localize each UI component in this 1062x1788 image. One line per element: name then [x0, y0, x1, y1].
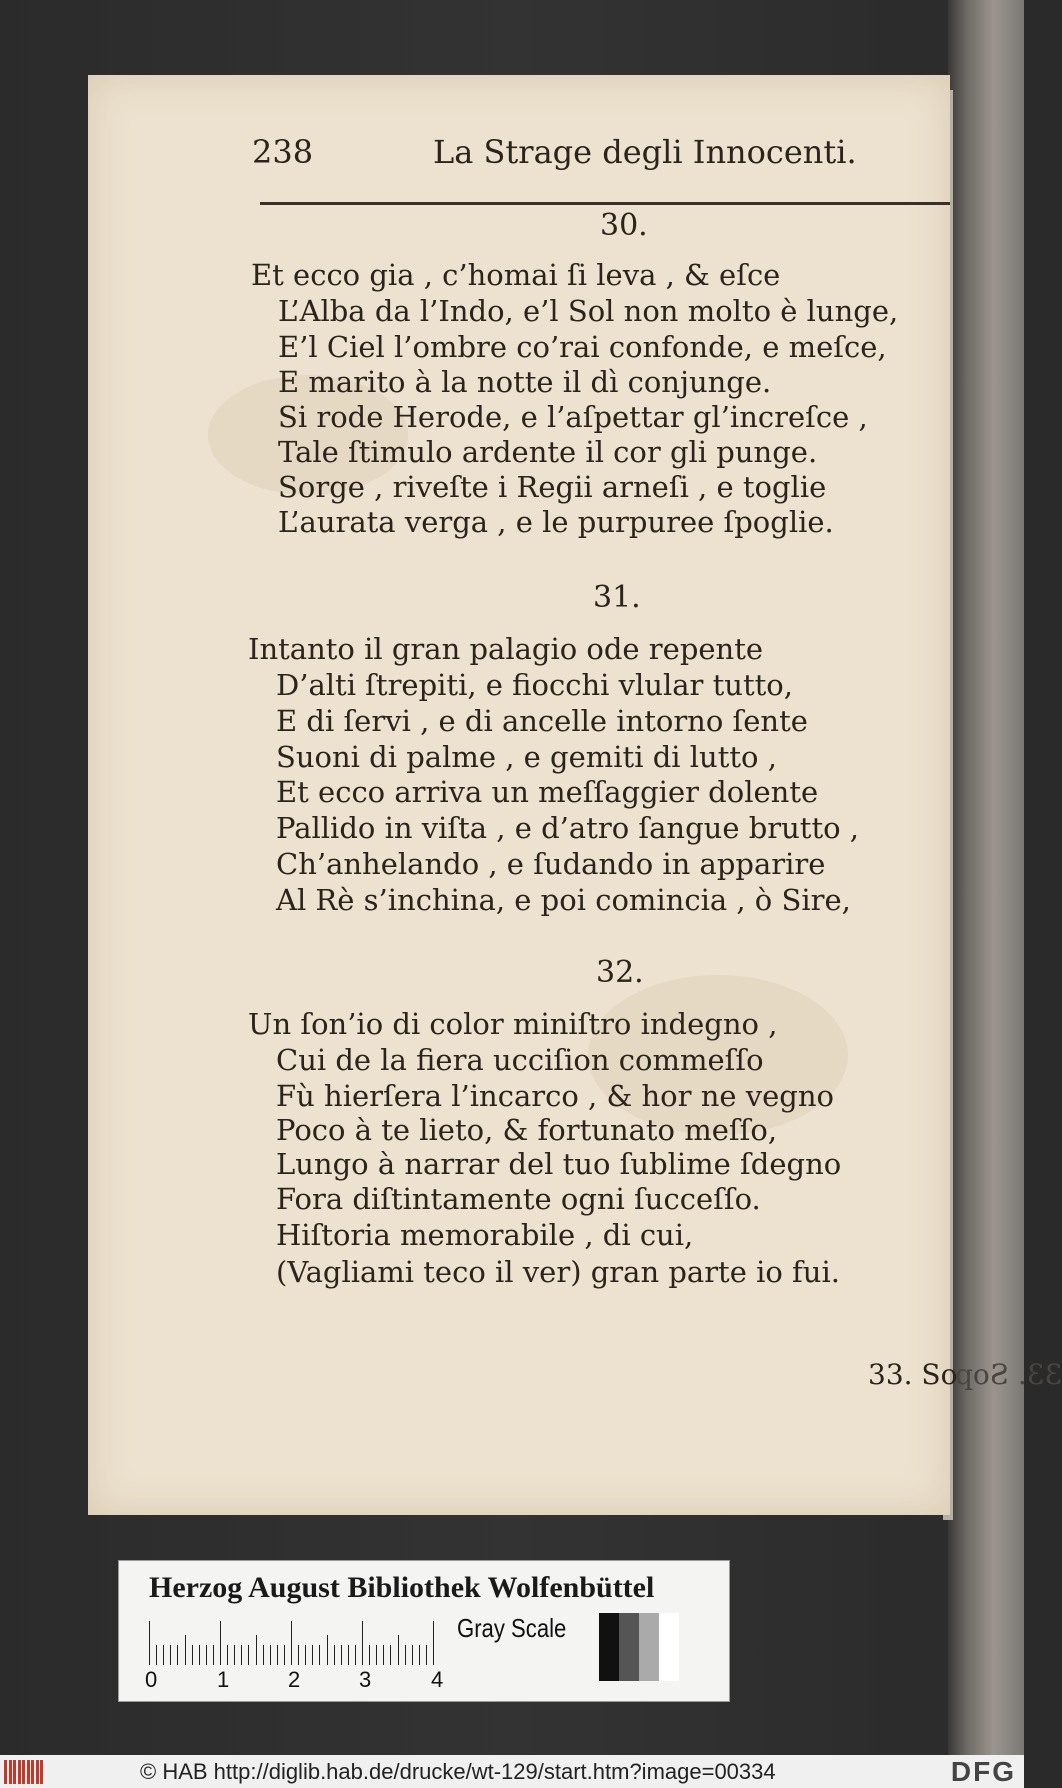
ruler-tick [227, 1645, 228, 1665]
ruler-tick [206, 1645, 207, 1665]
stanza-number: 31. [593, 580, 641, 615]
verse-line: (Vagliami teco il ver) gran parte io fui. [276, 1255, 840, 1289]
card-title: Herzog August Bibliothek Wolfenbüttel [149, 1571, 655, 1604]
ruler-tick [433, 1621, 434, 1665]
ruler-tick [192, 1645, 193, 1665]
ruler-number: 1 [217, 1667, 230, 1692]
verse-line: Fora diſtintamente ogni ſucceſſo. [276, 1182, 761, 1216]
verse-line: E’l Ciel l’ombre co’rai confonde, e meſce, [278, 330, 887, 364]
ruler-tick [277, 1645, 278, 1665]
ruler-tick [213, 1645, 214, 1665]
ruler-tick [398, 1635, 399, 1665]
ruler-tick [156, 1645, 157, 1665]
verse-line: Lungo à narrar del tuo ſublime ſdegno [276, 1147, 842, 1181]
ruler-tick [405, 1645, 406, 1665]
ruler-tick [341, 1645, 342, 1665]
ruler-tick [298, 1645, 299, 1665]
ruler-tick [177, 1645, 178, 1665]
ruler-tick [291, 1621, 292, 1665]
ruler-tick [199, 1645, 200, 1665]
ruler-tick [383, 1645, 384, 1665]
verse-line: Poco à te lieto, & fortunato meſſo, [276, 1113, 778, 1147]
barcode-icon [4, 1760, 46, 1784]
footer-bar [0, 1755, 1024, 1788]
ruler-number: 3 [359, 1667, 372, 1692]
verse-line: Hiſtoria memorabile , di cui, [276, 1218, 694, 1252]
verse-line: Et ecco gia , c’homai ſi leva , & eſce [251, 258, 781, 292]
ruler-tick [263, 1645, 264, 1665]
color-calibration-card [118, 1560, 730, 1702]
verse-line: Cui de la fiera ucciſion commeſſo [276, 1043, 764, 1077]
verse-line: E marito à la notte il dì conjunge. [278, 365, 772, 399]
ruler-tick [256, 1635, 257, 1665]
ruler-number: 0 [145, 1667, 158, 1692]
verse-line: Un ſon’io di color miniſtro indegno , [248, 1007, 778, 1041]
ruler-tick [334, 1645, 335, 1665]
ruler-tick [248, 1645, 249, 1665]
ruler-tick [149, 1621, 150, 1665]
stanza-number: 30. [600, 208, 648, 243]
running-head: La Strage degli Innocenti. [433, 133, 857, 171]
verse-line: Intanto il gran palagio ode repente [248, 632, 764, 666]
verse-line: Sorge , riveſte i Regii arneſi , e toglie [278, 470, 827, 504]
ruler-tick [163, 1645, 164, 1665]
verse-line: L’Alba da l’Indo, e’l Sol non molto è lunge, [278, 294, 899, 328]
gray-scale-label: Gray Scale [457, 1613, 567, 1643]
ruler-tick [362, 1621, 363, 1665]
ruler-tick [419, 1645, 420, 1665]
catchword: 33. So [868, 1358, 958, 1391]
verse-line: L’aurata verga , e le purpuree ſpoglie. [278, 505, 834, 539]
page-number: 238 [252, 133, 314, 171]
stanza-number: 32. [596, 955, 644, 990]
ruler-tick [270, 1645, 271, 1665]
ruler-tick [412, 1645, 413, 1665]
ruler-tick [369, 1645, 370, 1665]
verse-line: Et ecco arriva un meſſaggier dolente [276, 775, 819, 809]
book-page [88, 75, 950, 1515]
verse-line: Tale ſtimulo ardente il cor gli punge. [278, 435, 818, 469]
ruler-number: 4 [431, 1667, 444, 1692]
ruler-tick [355, 1645, 356, 1665]
ruler-tick [426, 1645, 427, 1665]
ruler-tick [327, 1635, 328, 1665]
ruler-tick [185, 1635, 186, 1665]
verse-line: Fù hierſera l’incarco , & hor ne vegno [276, 1079, 835, 1113]
ruler-scale [149, 1617, 439, 1665]
bleed-through-text: 33. Sop [955, 1358, 1062, 1391]
ruler-tick [390, 1645, 391, 1665]
ruler-number: 2 [288, 1667, 301, 1692]
gray-scale-bar [599, 1613, 679, 1681]
dfg-logo: DFG [950, 1756, 1016, 1787]
verse-line: D’alti ſtrepiti, e fiocchi vlular tutto, [276, 668, 793, 702]
verse-line: Al Rè s’inchina, e poi comincia , ò Sire, [276, 883, 851, 917]
verse-line: Pallido in viſta , e d’atro ſangue brutto , [276, 811, 860, 845]
ruler-tick [319, 1645, 320, 1665]
verse-line: Suoni di palme , e gemiti di lutto , [276, 740, 777, 774]
ruler-tick [241, 1645, 242, 1665]
ruler-tick [220, 1621, 221, 1665]
verse-line: Si rode Herode, e l’aſpettar gl’increſce , [278, 400, 868, 434]
header-rule [260, 202, 950, 205]
ruler-tick [170, 1645, 171, 1665]
verse-line: Ch’anhelando , e ſudando in apparire [276, 847, 826, 881]
ruler-tick [376, 1645, 377, 1665]
ruler-tick [284, 1645, 285, 1665]
ruler-tick [305, 1645, 306, 1665]
ruler-tick [312, 1645, 313, 1665]
facing-page-edge [948, 0, 1024, 1755]
verse-line: E di ſervi , e di ancelle intorno ſente [276, 704, 808, 738]
ruler-tick [234, 1645, 235, 1665]
copyright-url[interactable]: © HAB http://diglib.hab.de/drucke/wt-129/start.htm?image=00334 [140, 1759, 776, 1784]
ruler-tick [348, 1645, 349, 1665]
